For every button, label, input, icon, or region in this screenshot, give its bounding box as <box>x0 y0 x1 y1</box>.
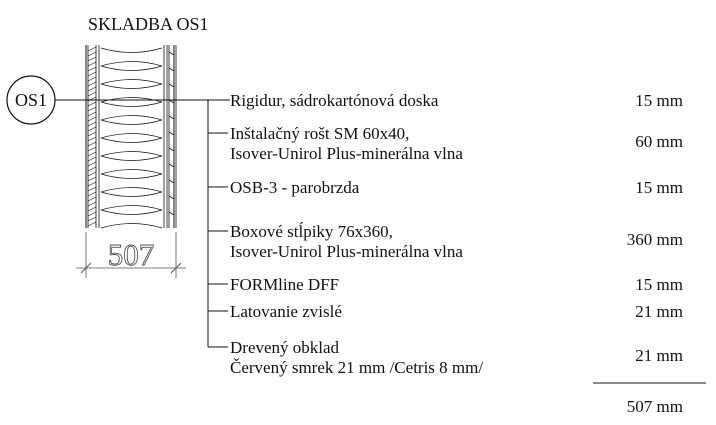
dimension-value: 507 <box>107 237 155 272</box>
layer-name: Isover-Unirol Plus-minerálna vlna <box>230 144 463 163</box>
layer-thickness: 60 mm <box>635 132 683 151</box>
diagram-title: SKLADBA OS1 <box>88 14 209 34</box>
layer-thickness: 21 mm <box>635 346 683 365</box>
layer-name: Rigidur, sádrokartónová doska <box>230 91 439 110</box>
wall-section <box>86 45 176 228</box>
total-thickness: 507 mm <box>626 397 683 416</box>
layer-name: Isover-Unirol Plus-minerálna vlna <box>230 242 463 261</box>
dimension-line <box>76 232 186 278</box>
layer-name: OSB-3 - parobrzda <box>230 178 360 197</box>
layer-name: FORMline DFF <box>230 275 340 294</box>
layer-name: Latovanie zvislé <box>230 302 342 321</box>
layer-thickness: 15 mm <box>635 275 683 294</box>
layer-item <box>230 124 683 163</box>
layer-thickness: 15 mm <box>635 178 683 197</box>
layer-thickness: 21 mm <box>635 302 683 321</box>
layer-item <box>230 178 683 197</box>
layer-thickness: 360 mm <box>626 230 683 249</box>
layer-item <box>230 275 683 294</box>
layer-item <box>230 302 683 321</box>
layer-name: Inštalačný rošt SM 60x40, <box>230 124 410 143</box>
marker-label: OS1 <box>14 90 48 110</box>
layer-thickness: 15 mm <box>635 91 683 110</box>
layer-item <box>230 338 683 377</box>
layer-list <box>230 91 683 377</box>
layer-item <box>230 91 683 110</box>
layer-name: Červený smrek 21 mm /Cetris 8 mm/ <box>230 358 484 377</box>
section-marker <box>7 76 86 124</box>
layer-name: Boxové stĺpiky 76x360, <box>230 222 393 241</box>
layer-item <box>230 222 683 261</box>
layer-name: Drevený obklad <box>230 338 340 357</box>
